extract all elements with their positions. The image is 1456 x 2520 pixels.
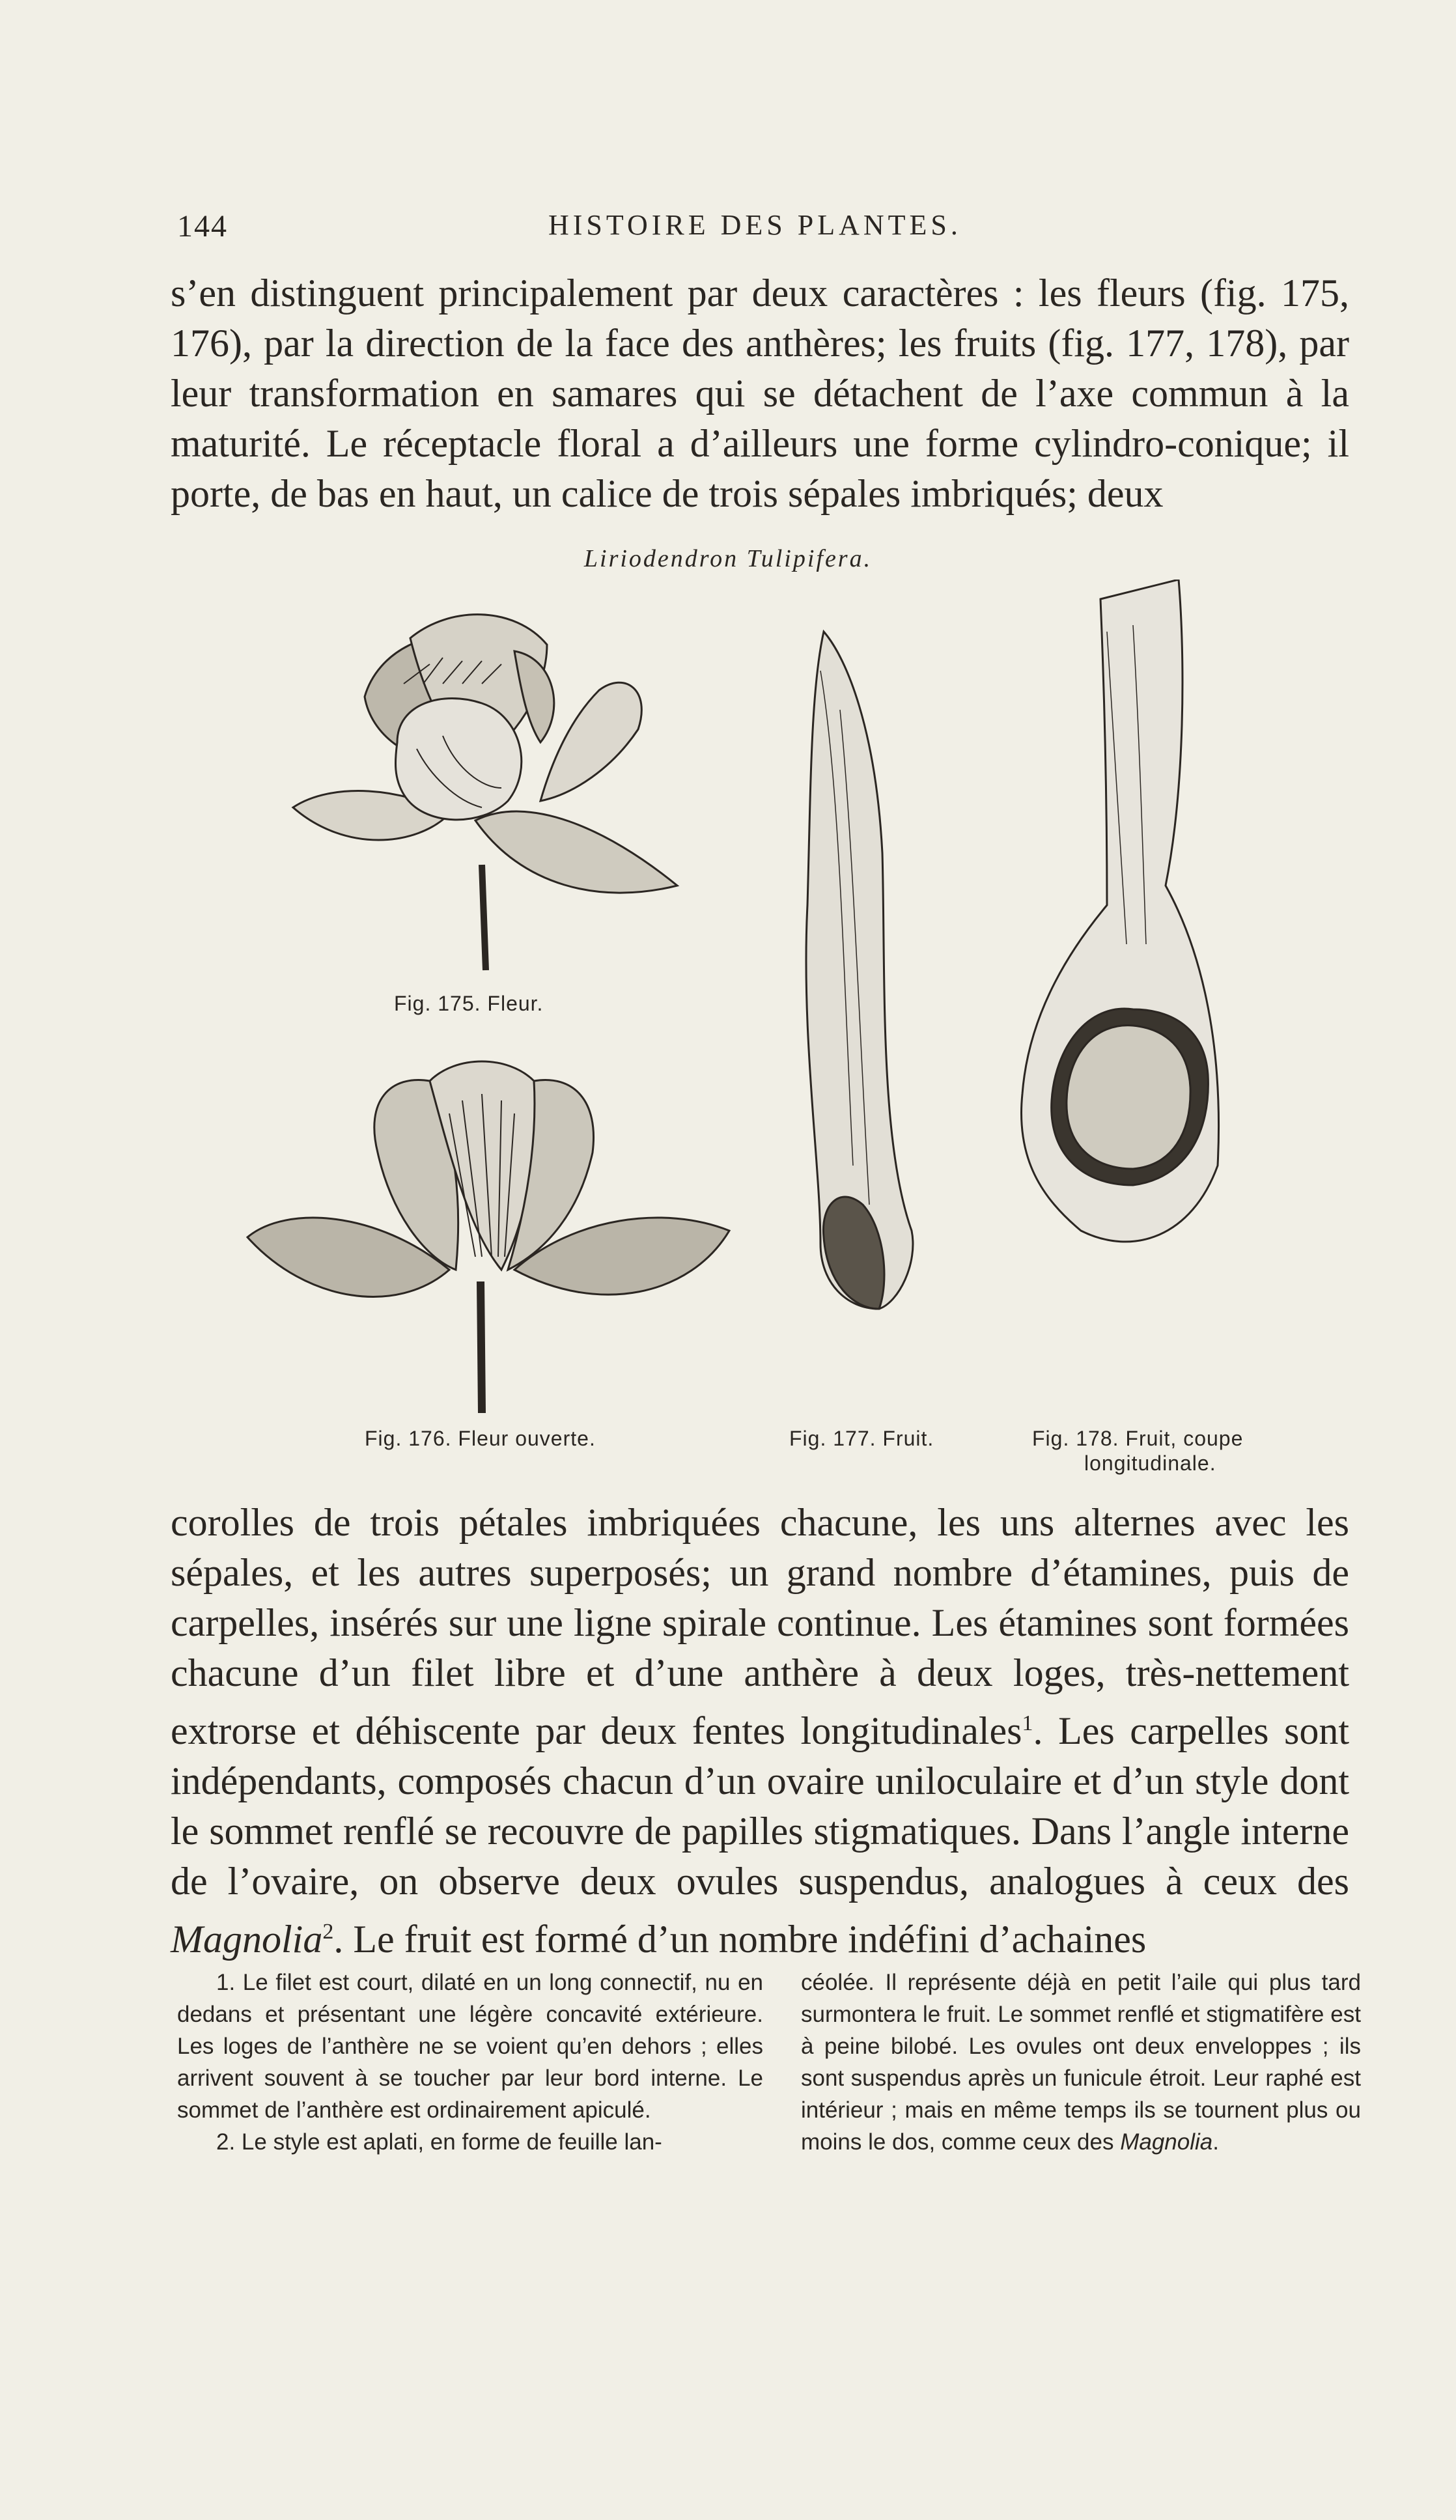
body-paragraph-bottom [171,1498,1349,1965]
illustration-plate [234,580,1354,1491]
footnotes-right-column [801,1967,1361,2158]
footnote-ref-1: 1 [1022,1711,1033,1735]
figure-illustrations [234,580,1354,1491]
footnote-1: 1. Le filet est court, dilaté en un long connectif, nu en dedans et présentant une légère concavité extérieure. Les loges de l’anthère ne se voient qu’en dehors ; elles arrivent souvent à se toucher par leur bord interne. Le sommet de l’anthère est ordinairement apiculé. [177,1970,763,2123]
footnote-2-italic-magnolia: Magnolia [1120,2129,1213,2155]
footnote-2-text: céolée. Il représente déjà en petit l’aile qui plus tard surmontera le fruit. Le sommet renflé et stigmatifère est à peine bilobé. Les ovules ont deux enveloppes ; ils sont suspendus après un funicule étroit. Leur raphé est intérieur ; mais en même temps ils se tournent plus ou moins le dos, comme ceux des [801,1970,1361,2155]
paragraph-text-part3: . Le fruit est formé d’un nombre indéfini d’achaines [333,1918,1147,1961]
fig176-open-flower-illustration [247,1061,729,1413]
caption-fig175: Fig. 175. Fleur. [394,992,544,1015]
fig178-section-illustration [1021,580,1218,1242]
caption-fig178-line1: Fig. 178. Fruit, coupe [1032,1427,1244,1450]
caption-fig178-line2: longitudinale. [1084,1451,1216,1475]
paragraph-italic-magnolia: Magnolia [171,1918,323,1961]
footnote-2-end: . [1212,2129,1219,2155]
running-head: HISTOIRE DES PLANTES. [548,209,962,241]
figure-title: Liriodendron Tulipifera. [583,545,873,572]
fig177-fruit-illustration [806,632,913,1309]
caption-fig178 [1032,1426,1243,1476]
fig175-flower-illustration [293,615,677,970]
footnote-2-continued [801,1967,1361,2158]
body-paragraph-top: s’en distinguent principalement par deux caractères : les fleurs (fig. 175, 176), par la direction de la face des anthères; les fruits (fig. 177, 178), par leur transformation en samares qui se détachent de l’axe commun à la maturité. Le réceptacle floral a d’ailleurs une forme cylindro-conique; il porte, de bas en haut, un calice de trois sépales imbriqués; deux [171,272,1349,515]
footnote-ref-2: 2 [322,1920,334,1944]
footnote-2-start: 2. Le style est aplati, en forme de feuille lan- [216,2129,662,2155]
footnotes-left-column [177,1967,763,2158]
page-header [177,208,1349,260]
caption-fig177: Fig. 177. Fruit. [789,1427,934,1450]
page-number: 144 [177,209,228,244]
paragraph-text-part1: corolles de trois pétales imbriquées chacune, les uns alternes avec les sépales, et les autres superposés; un grand nombre d’étamines, puis de carpelles, insérés sur une ligne spirale continue. Les étamines sont formées chacune d’un filet libre et d’une anthère à deux loges, très-nettement extrorse et déhiscente par deux fentes longitudinales [171,1501,1349,1752]
caption-fig176: Fig. 176. Fleur ouverte. [365,1427,596,1450]
paragraph-text-part2: . Les carpelles sont indépendants, composés chacun d’un ovaire uniloculaire et d’un style dont le sommet renflé se recouvre de papilles stigmatiques. Dans l’angle interne de l’ovaire, on observe deux ovules suspendus, analogues à ceux des [171,1709,1349,1903]
